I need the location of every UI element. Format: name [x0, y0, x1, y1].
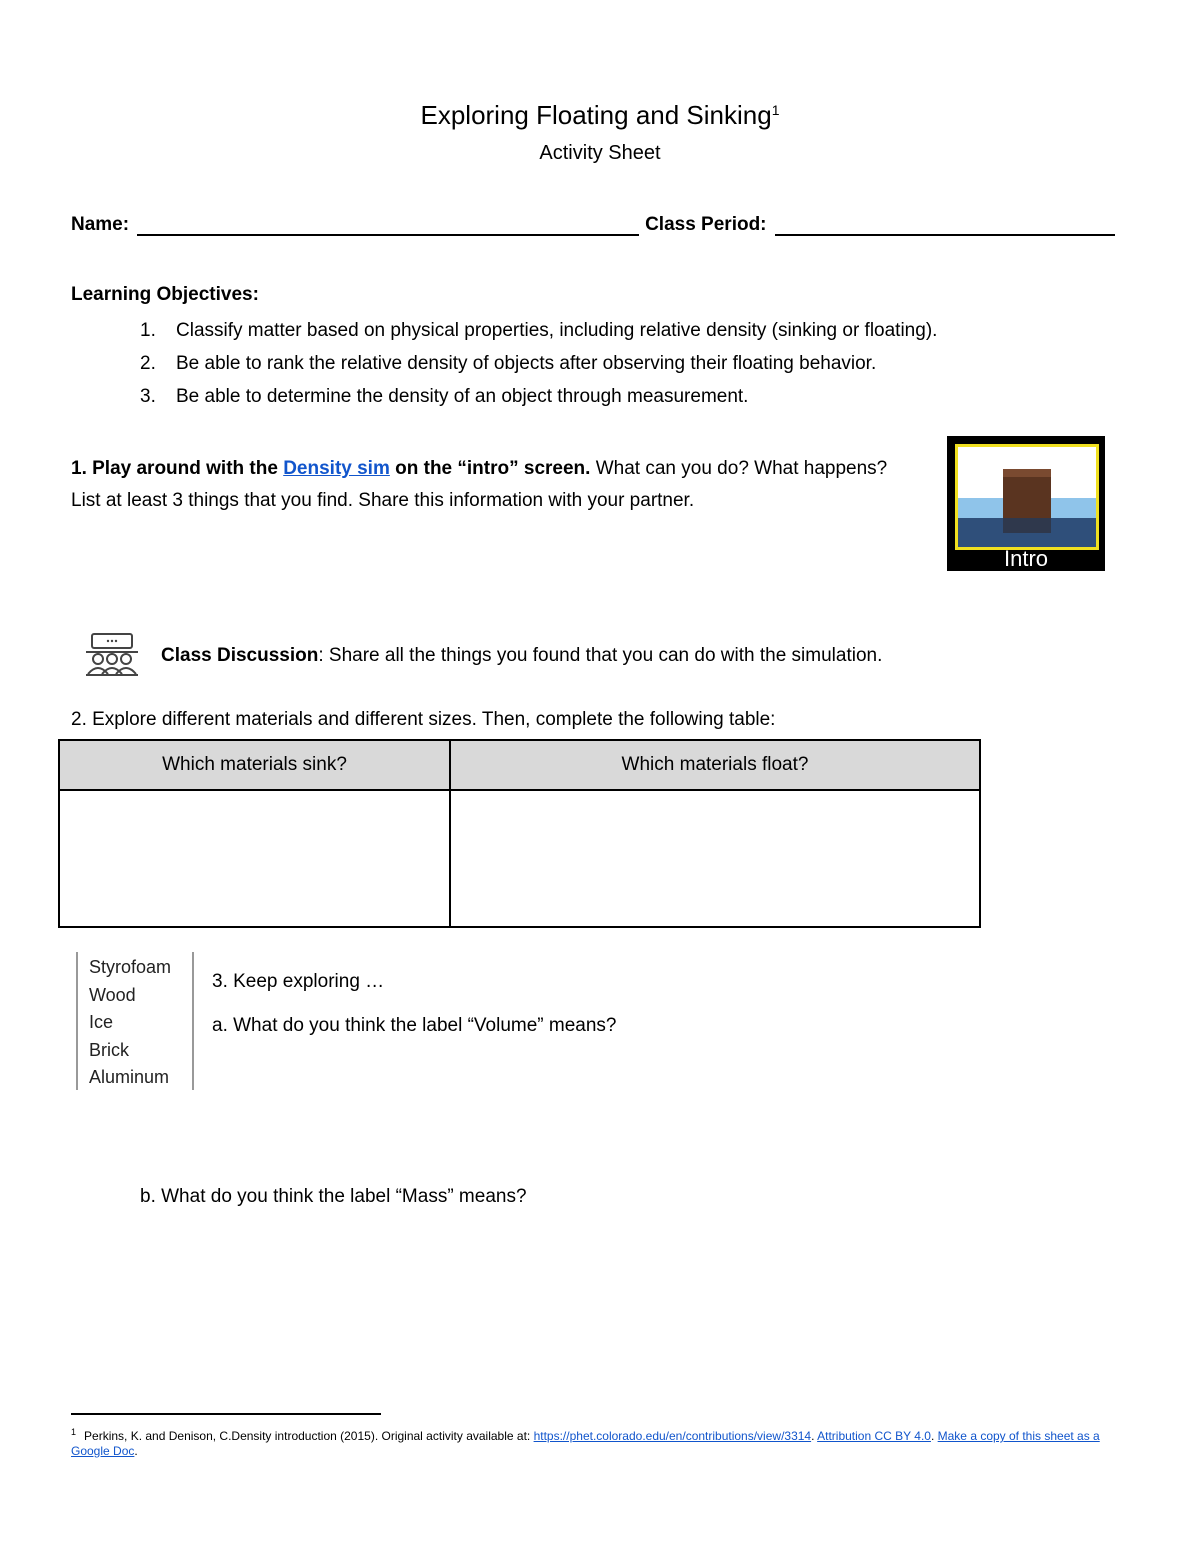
sink-answer-cell[interactable]: [59, 790, 450, 927]
material-option-aluminum[interactable]: Aluminum: [89, 1067, 170, 1087]
question-3b: b. What do you think the label “Mass” means?: [140, 1186, 527, 1207]
sink-column-header: Which materials sink?: [59, 740, 450, 790]
question-3a: a. What do you think the label “Volume” means?: [212, 1015, 617, 1036]
phet-contribution-link[interactable]: https://phet.colorado.edu/en/contributions/view/3314: [533, 1429, 812, 1443]
class-period-field[interactable]: [775, 214, 1115, 236]
license-link[interactable]: Attribution CC BY 4.0: [817, 1429, 931, 1443]
name-field[interactable]: [137, 214, 639, 236]
wood-block-submerged: [1003, 518, 1051, 533]
material-option-styrofoam[interactable]: Styrofoam: [89, 957, 172, 977]
class-discussion-text: Class Discussion: Share all the things you found that you can do with the simulation.: [161, 645, 883, 666]
intro-scene: [955, 444, 1099, 550]
float-answer-cell[interactable]: [450, 790, 980, 927]
materials-table: [58, 739, 981, 928]
class-period-label: Class Period:: [645, 214, 767, 235]
intro-screen-thumbnail: [947, 436, 1105, 571]
page-subtitle: Activity Sheet: [539, 142, 661, 164]
wood-block-top: [1003, 469, 1051, 477]
footnote-divider: [71, 1413, 381, 1415]
footnote: $^1$ Perkins, K. and Denison, C.Density introduction (2015). Original activity available at: https://phet.colorado.edu/en/contributions/view/3314. Attribution CC BY 4.0. Make a copy of this sheet as a Google Doc.: [71, 1427, 1100, 1458]
float-column-header: Which materials float?: [450, 740, 980, 790]
class-discussion-icon: [82, 630, 142, 678]
table-header-row: [59, 740, 980, 790]
list-item: 1. Classify matter based on physical properties, including relative density (sinking or floating).: [140, 320, 938, 341]
question-3-intro: 3. Keep exploring …: [212, 971, 385, 992]
list-item: 2. Be able to rank the relative density of objects after observing their floating behavior.: [140, 353, 877, 374]
objectives-heading: Learning Objectives:: [71, 284, 259, 305]
objectives-list: [140, 314, 937, 413]
material-option-wood[interactable]: Wood: [89, 984, 136, 1005]
material-selector-list: [76, 952, 194, 1090]
name-label: Name:: [71, 214, 130, 235]
name-class-row: [71, 214, 1121, 236]
page-title: Exploring Floating and Sinking$^1$: [420, 100, 780, 130]
question-1: 1. Play around with the Density sim on the “intro” screen. What can you do? What happens? List at least 3 things that you find. Share this information with your partner.: [71, 458, 888, 511]
intro-label: Intro: [1003, 546, 1049, 571]
density-sim-link[interactable]: Density sim: [283, 458, 390, 479]
google-doc-copy-link[interactable]: Make a copy of this sheet as a Google Doc: [71, 1429, 1100, 1458]
footnote-reference[interactable]: 1: [771, 102, 780, 118]
question-2: 2. Explore different materials and different sizes. Then, complete the following table:: [71, 709, 776, 730]
material-option-brick[interactable]: Brick: [89, 1039, 129, 1060]
table-row: [59, 790, 980, 927]
material-option-ice[interactable]: Ice: [89, 1012, 114, 1032]
list-item: 3. Be able to determine the density of an object through measurement.: [140, 386, 749, 407]
